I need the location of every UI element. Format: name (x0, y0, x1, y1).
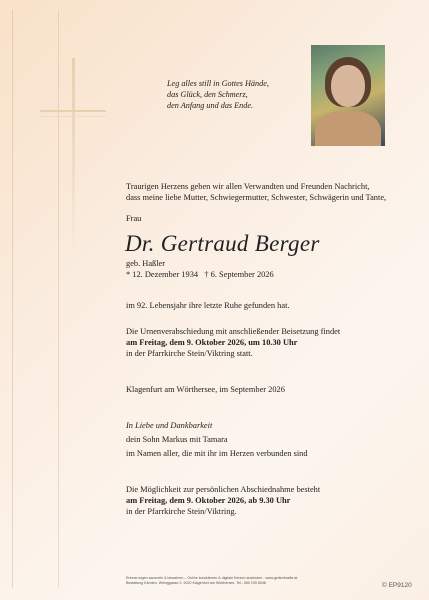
footer-line-2: Bestattung Kärnten, Weinggasse 2, 9020 Klagenfurt am Wörthersee, Tel.: 050 199 8946 (126, 581, 266, 585)
maiden-name: geb. Haßler (126, 259, 166, 268)
photo-face (331, 65, 365, 107)
document-code: © EP9120 (382, 582, 412, 589)
farewell-line-2: am Freitag, dem 9. Oktober 2026, ab 9.30 Uhr (126, 496, 291, 505)
age-line: im 92. Lebensjahr ihre letzte Ruhe gefunden hat. (126, 301, 290, 310)
mourners-line-1: dein Sohn Markus mit Tamara (126, 435, 228, 444)
farewell-line-1: Die Möglichkeit zur persönlichen Abschiednahme besteht (126, 485, 321, 494)
poem-line: das Glück, den Schmerz, (167, 90, 248, 99)
ceremony-line-2: am Freitag, dem 9. Oktober 2026, um 10.30 Uhr (126, 338, 298, 347)
decorative-vertical-line (58, 10, 59, 588)
cross-horizontal-bar (40, 110, 106, 112)
intro-line-1: Traurigen Herzens geben wir allen Verwandten und Freunden Nachricht, (126, 182, 370, 191)
footer-line-1: Erinnerungen sammeln & bewahren – Online kondolieren & digitale Kerzen anzünden - www.gedenkseite.at (126, 576, 298, 580)
intro-line-2: dass meine liebe Mutter, Schwiegermutter, Schwester, Schwägerin und Tante, (126, 193, 387, 202)
ceremony-line-3: in der Pfarrkirche Stein/Viktring statt. (126, 349, 253, 358)
ceremony-line-1: Die Urnenverabschiedung mit anschließender Beisetzung findet (126, 327, 341, 336)
portrait-photo (311, 45, 385, 146)
footer (126, 576, 297, 586)
cross-horizontal-shadow (40, 116, 106, 117)
poem (167, 78, 269, 111)
mourners-line-2: im Namen aller, die mit ihr im Herzen verbunden sind (126, 449, 308, 458)
mourners-heading: In Liebe und Dankbarkeit (126, 421, 213, 430)
poem-line: Leg alles still in Gottes Hände, (167, 79, 269, 88)
poem-line: den Anfang und das Ende. (167, 101, 254, 110)
life-dates: * 12. Dezember 1934 † 6. September 2026 (126, 270, 274, 279)
cross-vertical-bar (72, 58, 75, 258)
place-date: Klagenfurt am Wörthersee, im September 2026 (126, 385, 285, 394)
salutation: Frau (126, 214, 142, 223)
farewell-line-3: in der Pfarrkirche Stein/Viktring. (126, 507, 237, 516)
deceased-name: Dr. Gertraud Berger (125, 231, 320, 256)
photo-body (315, 111, 381, 146)
